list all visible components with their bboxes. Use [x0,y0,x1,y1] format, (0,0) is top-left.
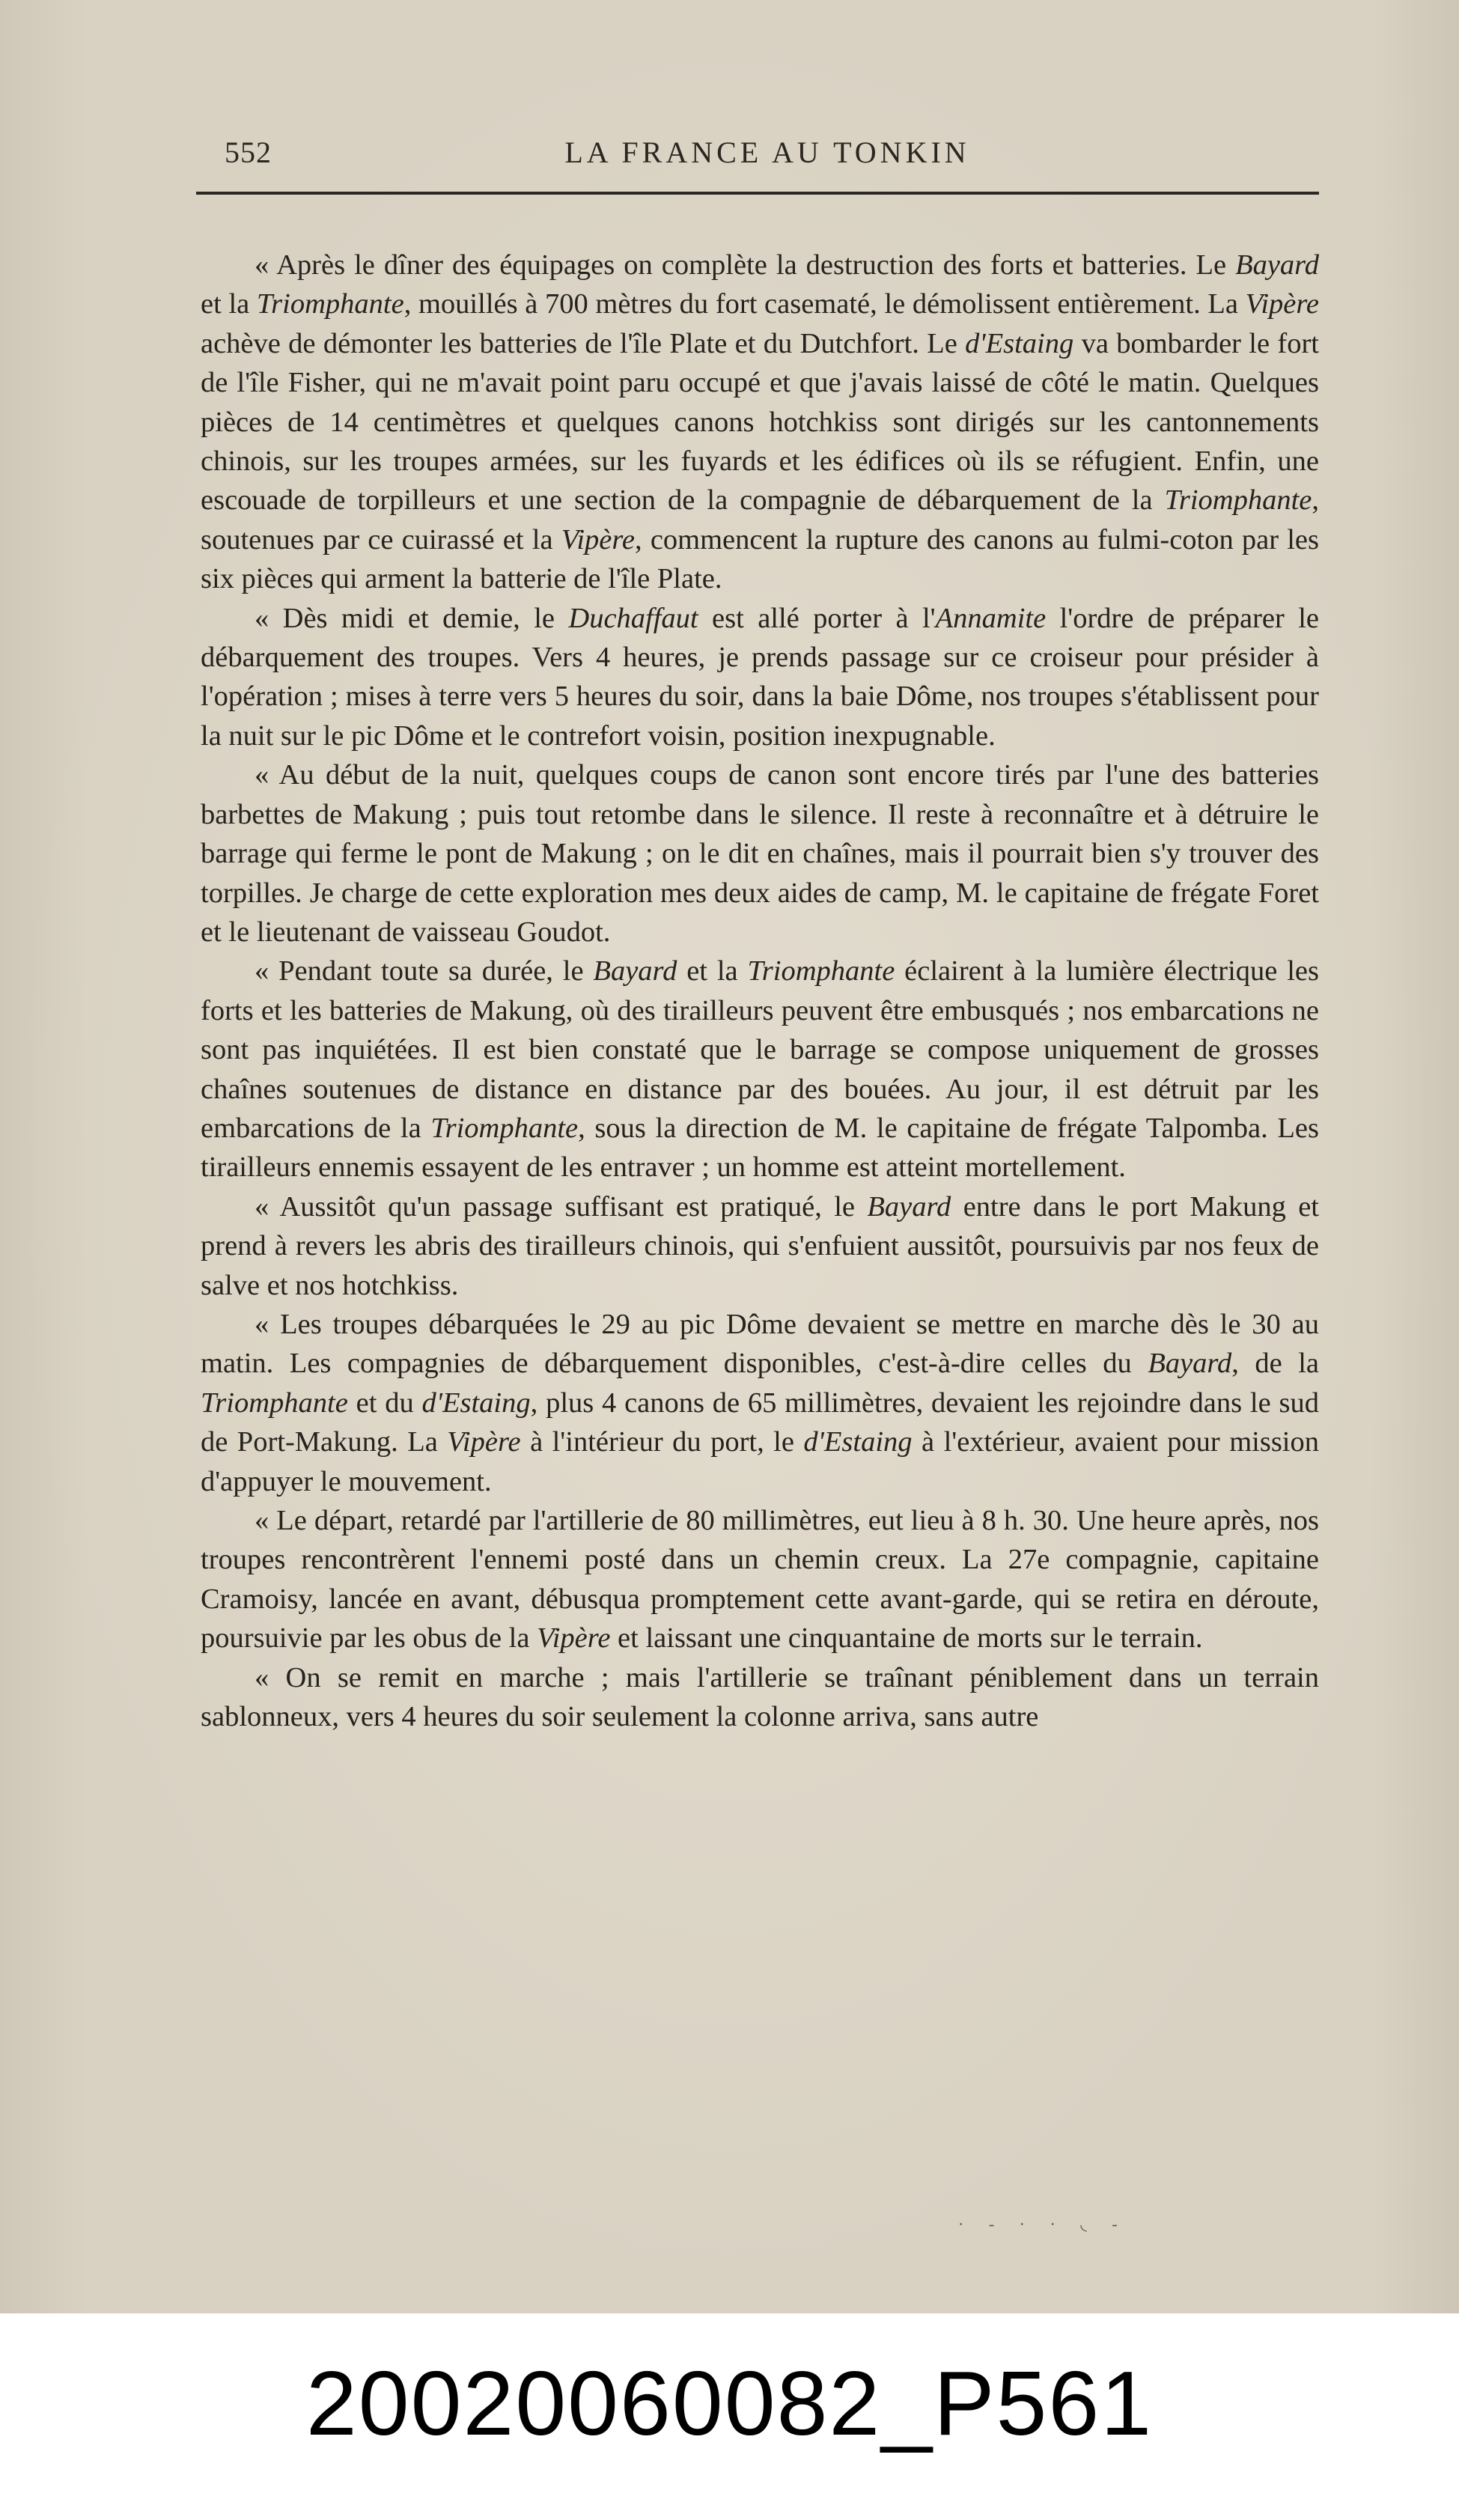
paragraph [201,755,1319,952]
paragraph [201,1305,1319,1501]
scan-specks: · ‐ · · ◟ ‐ [958,2215,1128,2233]
ship-name: d'Estaing [421,1387,531,1419]
page-number: 552 [225,136,272,169]
paragraph [201,1187,1319,1305]
ship-name: Triomphante [430,1112,579,1144]
ship-name: Bayard [1235,249,1319,281]
text-run: « Les troupes débarquées le 29 au pic Dôme devaient se mettre en marche dès le 30 au matin. Les compagnies de débarquement disponibles, c'est-à-dire celles du [201,1308,1319,1380]
ship-name: Bayard [867,1190,951,1223]
text-run: achève de démonter les batteries de l'île Plate et du Dutchfort. Le [201,327,966,359]
ship-name: Duchaffaut [568,602,698,634]
ship-name: Vipère [447,1426,521,1458]
header-rule [196,192,1319,195]
text-run: et laissant une cinquantaine de morts sur le terrain. [610,1622,1203,1655]
text-run: va bombarder le fort de l'île Fisher, qui ne m'avait point paru occupé et que j'avais laissé de côté le matin. Quelques pièces de 14 centimètres et quelques canons hotchkiss sont dirigés sur les cantonnements chinois, sur les troupes armées, sur les fuyards et les édifices où ils se réfugient. Enfin, une escouade de torpilleurs et une section de la compagnie de débarquement de la [201,327,1319,517]
ship-name: Triomphante [201,1387,348,1419]
text-run: « Pendant toute sa durée, le [255,955,594,987]
text-run: l'ordre de préparer le débarquement des troupes. Vers 4 heures, je prends passage sur ce croiseur pour présider à l'opération ; mises à terre vers 5 heures du soir, dans la baie Dôme, nos troupes s'établissent pour la nuit sur le pic Dôme et le contrefort voisin, position inexpugnable. [201,602,1320,752]
ship-name: Bayard [1148,1348,1232,1380]
ship-name: d'Estaing [803,1426,913,1458]
text-run: et la [677,955,748,987]
running-title: LA FRANCE AU TONKIN [564,136,970,169]
ship-name: Bayard [593,955,677,987]
text-run: « Aussitôt qu'un passage suffisant est pratiqué, le [255,1190,868,1223]
paragraph [201,246,1319,599]
text-run: , de la [1231,1348,1319,1380]
ship-name: Vipère [1245,288,1320,320]
text-run: à l'extérieur, avaient pour mission d'appuyer le mouvement. [201,1426,1319,1497]
text-run: « Après le dîner des équipages on complète la destruction des forts et batteries. Le [255,249,1236,281]
text-run: , plus 4 canons de 65 millimètres, devaient les rejoindre dans le sud de Port-Makung. La [201,1387,1319,1458]
paragraph [201,599,1319,756]
text-run: « On se remit en marche ; mais l'artillerie se traînant péniblement dans un terrain sablonneux, vers 4 heures du soir seulement la colonne arriva, sans autre [201,1661,1319,1733]
paragraph [201,952,1319,1187]
ship-name: d'Estaing [965,327,1074,359]
text-run: « Au début de la nuit, quelques coups de canon sont encore tirés par l'une des batteries barbettes de Makung ; puis tout retombe dans le silence. Il reste à reconnaître et à détruire le barrage qui ferme le pont de Makung ; on le dit en chaînes, mais il pourrait bien s'y trouver des torpilles. Je charge de cette exploration mes deux aides de camp, M. le capitaine de frégate Foret et le lieutenant de vaisseau Goudot. [201,759,1319,948]
text-run: , soutenues par ce cuirassé et la [201,484,1319,556]
text-run: éclairent à la lumière électrique les forts et les batteries de Makung, où des tirailleurs peuvent être embusqués ; nos embarcations ne sont pas inquiétées. Il est bien constaté que le barrage se compose uniquement de grosses chaînes soutenues de distance en distance par des bouées. Au jour, il est détruit par les embarcations de la [201,955,1319,1144]
text-run: , sous la direction de M. le capitaine de frégate Talpomba. Les tirailleurs ennemis essayent de les entraver ; un homme est atteint mortellement. [201,1112,1319,1184]
ship-name: Vipère [537,1622,611,1655]
text-run: entre dans le port Makung et prend à revers les abris des tirailleurs chinois, qui s'enfuient aussitôt, poursuivis par nos feux de salve et nos hotchkiss. [201,1190,1319,1301]
ship-name: Vipère [561,523,636,556]
text-run: , commencent la rupture des canons au fulmi-coton par les six pièces qui arment la batterie de l'île Plate. [201,523,1319,595]
text-run: est allé porter à l' [698,602,936,634]
running-head [217,135,1318,180]
paragraph [201,1501,1319,1658]
ship-name: Triomphante [256,288,404,320]
body-text [201,246,1319,1736]
paragraph [201,1658,1319,1737]
text-run: à l'intérieur du port, le [520,1426,804,1458]
text-run: et du [347,1387,422,1419]
text-run: « Dès midi et demie, le [255,602,569,634]
ship-name: Triomphante [747,955,895,987]
ship-name: Triomphante [1164,484,1312,517]
text-run: « Le départ, retardé par l'artillerie de 80 millimètres, eut lieu à 8 h. 30. Une heure après, nos troupes rencontrèrent l'ennemi posté dans un chemin creux. La 27e compagnie, capitaine Cramoisy, lancée en avant, débusqua promptement cette avant-garde, qui se retira en déroute, poursuivie par les obus de la [201,1505,1319,1655]
ship-name: Annamite [935,602,1047,634]
text-run: , mouillés à 700 mètres du fort casematé, le démolissent entièrement. La [403,288,1246,320]
archive-id-label: 20020060082_P561 [305,2352,1154,2454]
text-run: et la [201,288,257,320]
